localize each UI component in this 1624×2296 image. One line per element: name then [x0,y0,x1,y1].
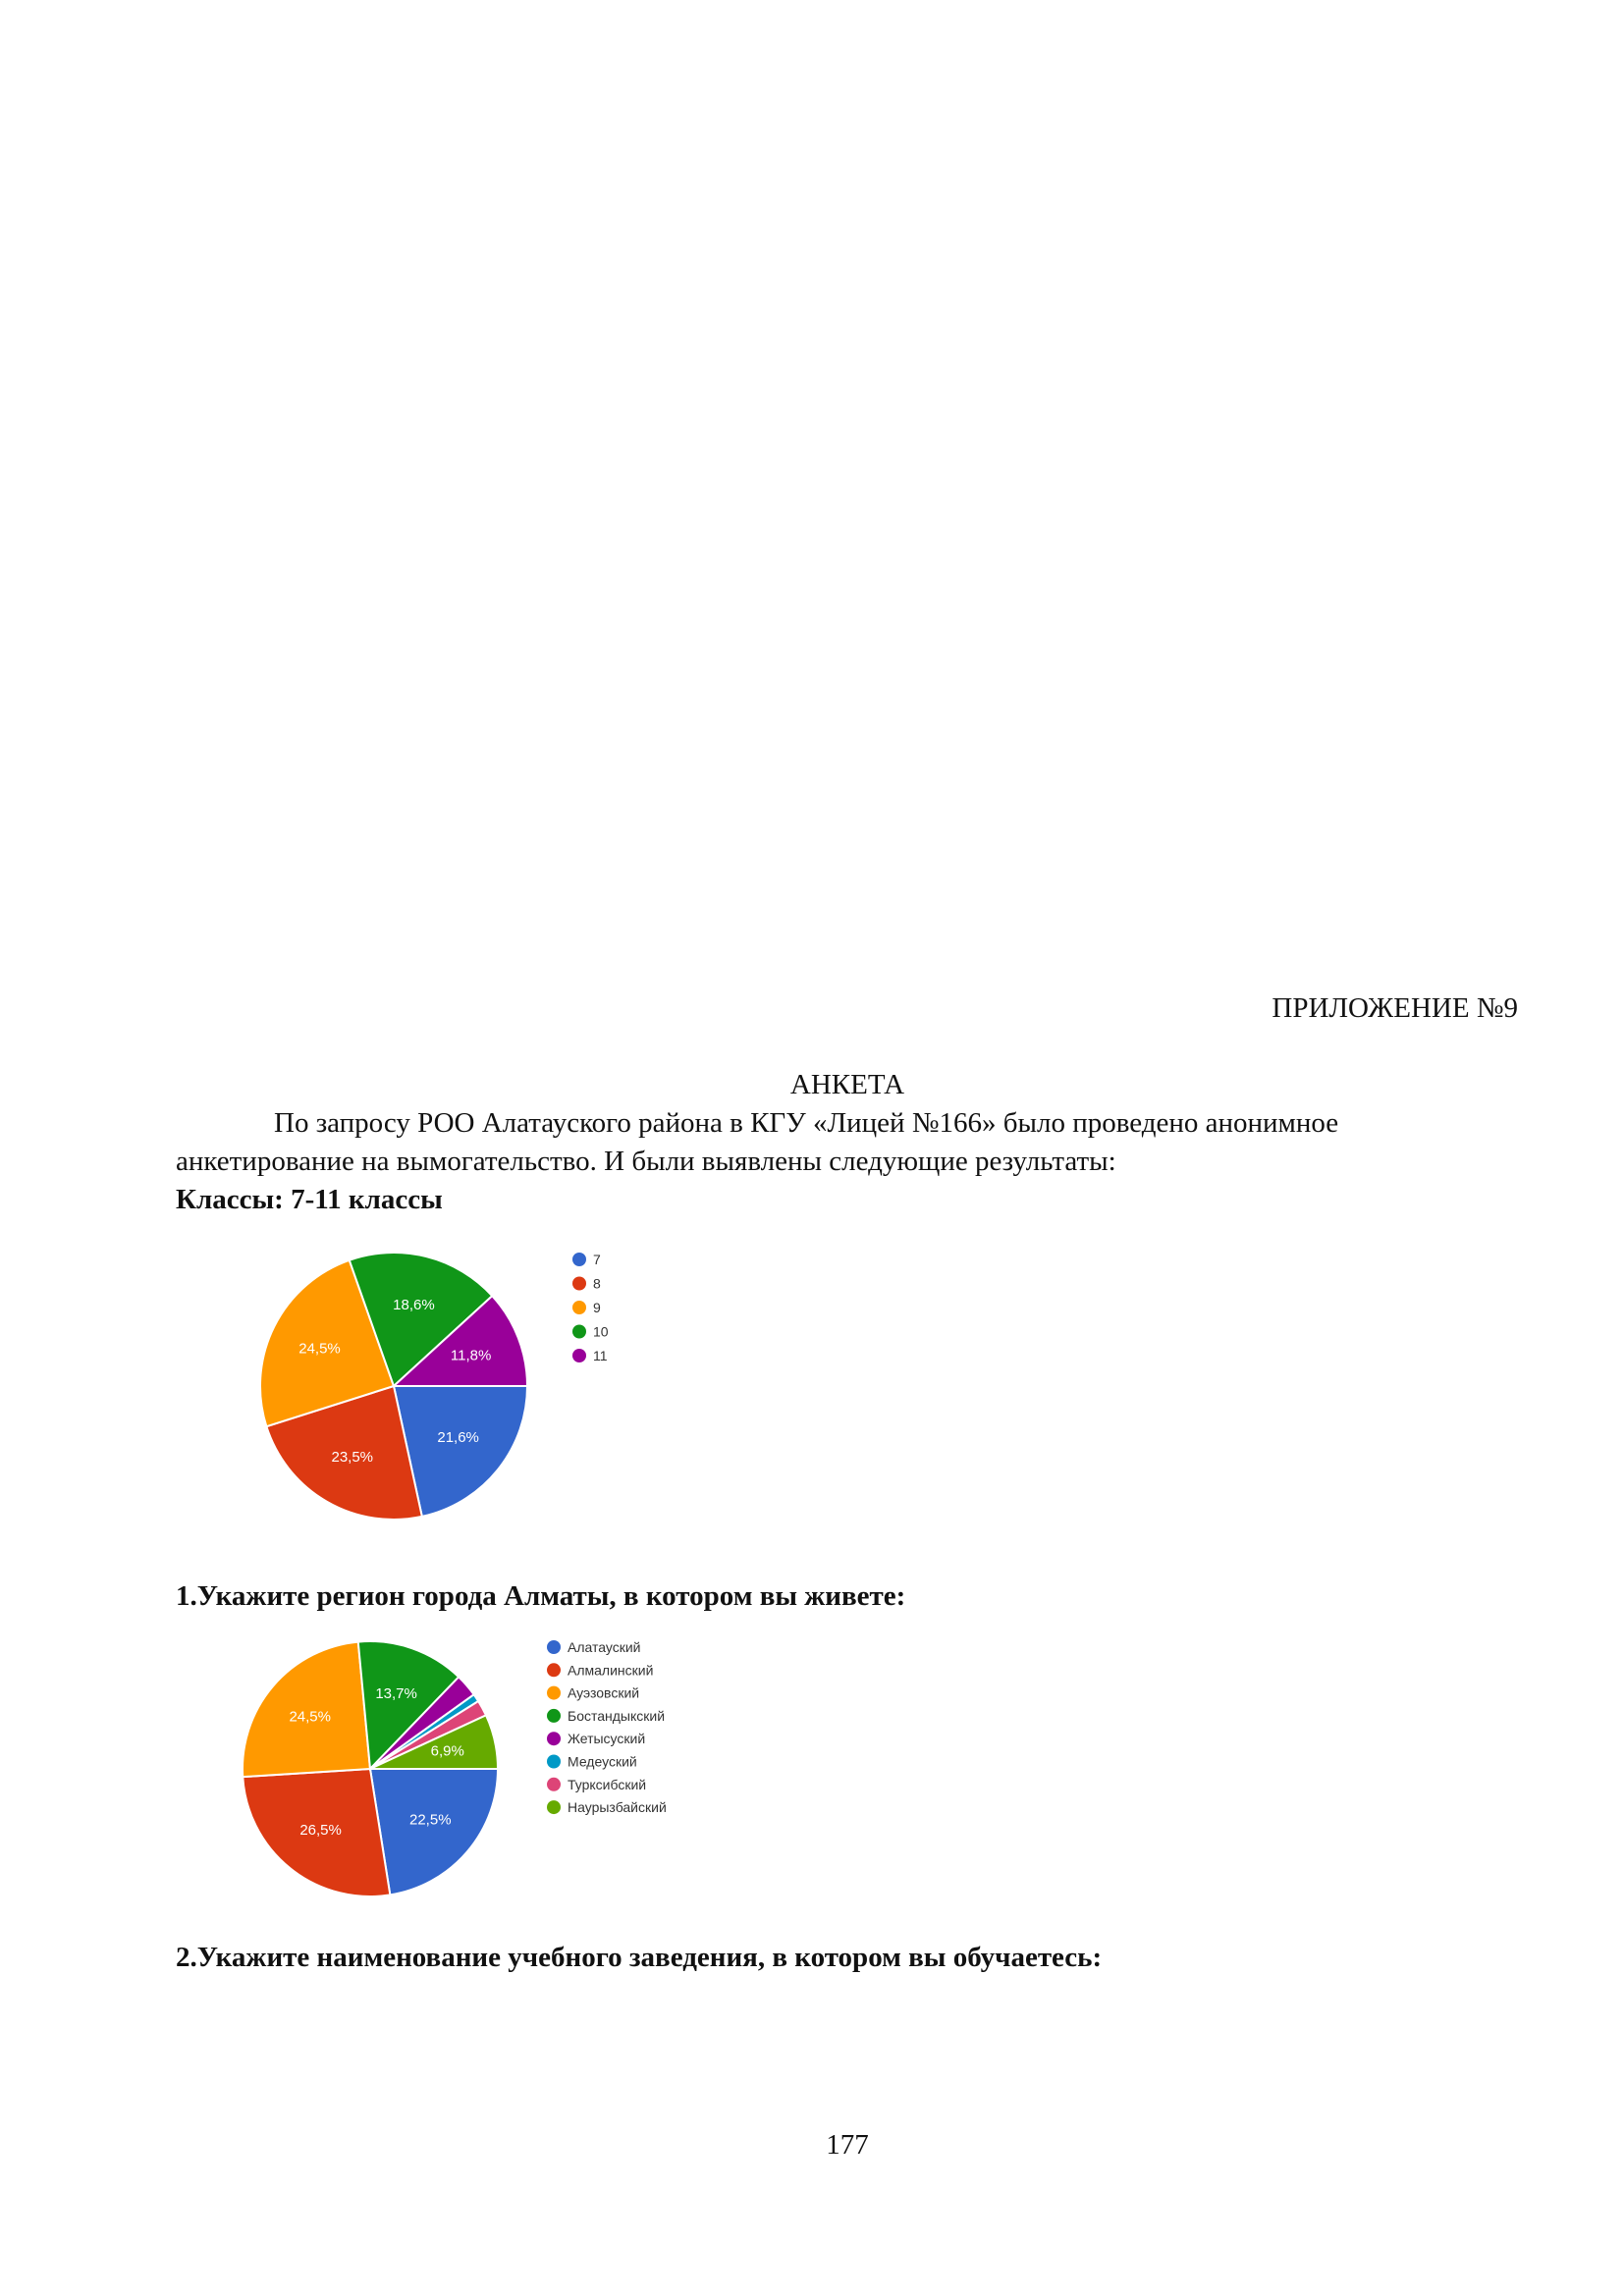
slice-label: 21,6% [437,1428,479,1446]
legend-label: Алатауский [568,1639,641,1655]
legend-marker-icon [572,1301,586,1314]
slice-label: 23,5% [331,1448,374,1466]
slice-label: 24,5% [298,1340,341,1358]
slice-label: 13,7% [375,1684,417,1702]
legend-marker-icon [572,1277,586,1291]
question-1: 1.Укажите регион города Алматы, в котором вы живете: [176,1580,906,1612]
slice-label: 22,5% [409,1811,452,1829]
legend-marker-icon [547,1663,561,1677]
legend-marker-icon [547,1709,561,1723]
slice-label: 18,6% [393,1297,435,1314]
intro-line-2: анкетирование на вымогательство. И были выявлены следующие результаты: [176,1146,1116,1177]
legend-label: Турксибский [568,1776,647,1792]
pie-slice-Алатауский [370,1769,498,1895]
legend-label: Медеуский [568,1753,637,1770]
slice-label: 26,5% [299,1821,342,1839]
classes-heading: Классы: 7-11 классы [176,1184,443,1215]
legend-marker-icon [547,1640,561,1654]
slice-label: 11,8% [450,1347,492,1364]
pie-chart-2 [243,1639,667,1896]
legend-label: 8 [593,1275,601,1292]
intro-line-1: По запросу РОО Алатауского района в КГУ «Лицей №166» было проведено анонимное [274,1107,1339,1139]
legend-marker-icon [572,1325,586,1339]
pie-chart-1 [260,1252,609,1520]
legend-marker-icon [547,1686,561,1700]
legend-marker-icon [547,1755,561,1769]
legend-marker-icon [547,1732,561,1745]
legend-label: 11 [593,1348,608,1363]
legend-marker-icon [547,1778,561,1791]
legend-label: 7 [593,1252,601,1267]
legend-label: Ауэзовский [568,1684,640,1701]
page-number: 177 [826,2129,869,2161]
question-2: 2.Укажите наименование учебного заведения, в котором вы обучаетесь: [176,1942,1103,1973]
legend-label: Наурызбайский [568,1799,667,1816]
legend-label: Бостандыкский [568,1707,666,1724]
legend-marker-icon [572,1253,586,1266]
appendix-label: ПРИЛОЖЕНИЕ №9 [1272,992,1518,1024]
legend-label: 9 [593,1300,601,1315]
legend-marker-icon [547,1800,561,1814]
slice-label: 24,5% [289,1708,331,1726]
legend-label: Алмалинский [568,1662,654,1679]
legend-label: Жетысуский [568,1731,646,1747]
document-title: АНКЕТА [789,1069,905,1100]
slice-label: 6,9% [430,1742,464,1760]
legend-marker-icon [572,1349,586,1362]
legend-label: 10 [593,1323,609,1340]
